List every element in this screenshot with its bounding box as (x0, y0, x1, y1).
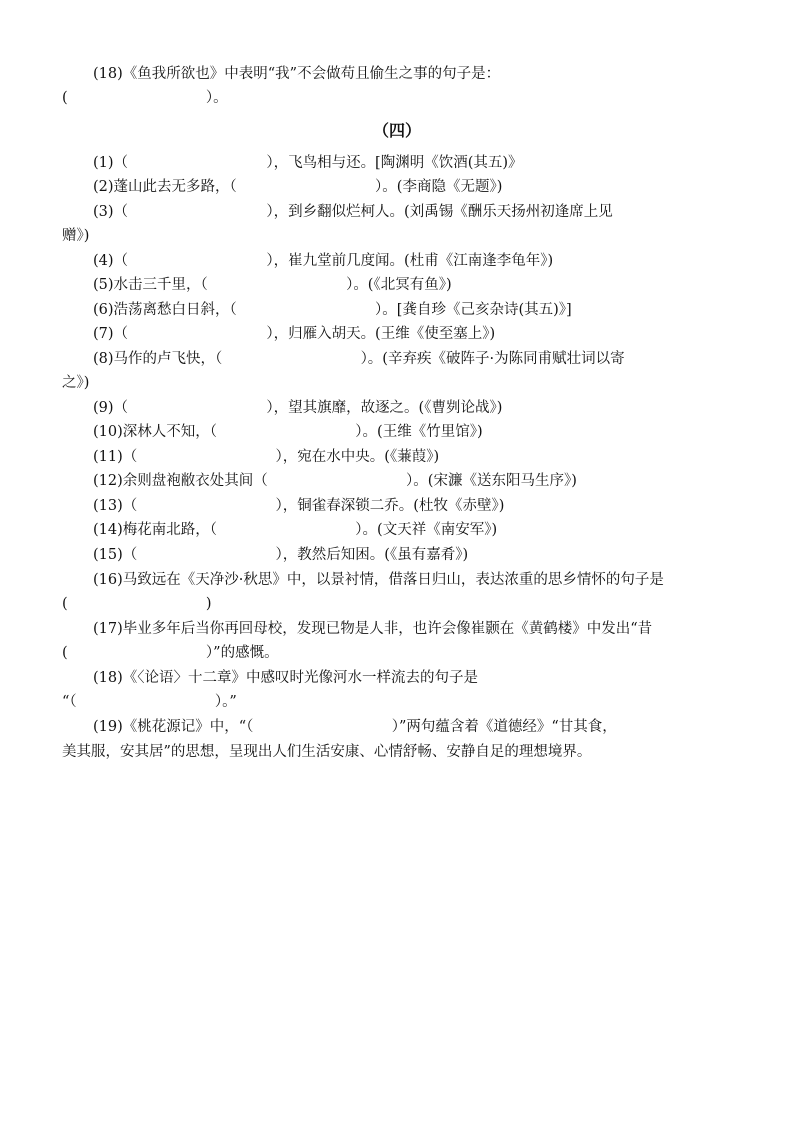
question-line: (8)马作的卢飞快，（ ）。(辛弃疾《破阵子·为陈同甫赋壮词以寄 (93, 351, 625, 367)
question-line: (12)余则盘袍敝衣处其间（ ）。(宋濂《送东阳马生序》) (93, 473, 577, 489)
question-line: ( ) (62, 596, 212, 612)
question-line: (2)蓬山此去无多路，（ ）。(李商隐《无题》) (93, 179, 503, 195)
question-line: (13)（ ），铜雀春深锁二乔。(杜牧《赤壁》) (93, 498, 505, 514)
question-line: (6)浩荡离愁白日斜，（ ）。[龚自珍《己亥杂诗(其五)》] (93, 302, 572, 318)
intro-q18-line2: ( ）。 (62, 90, 228, 106)
question-line: 赠》) (62, 228, 90, 244)
question-line: (5)水击三千里，（ ）。(《北冥有鱼》) (93, 277, 452, 293)
question-line: (3)（ ），到乡翻似烂柯人。(刘禹锡《酬乐天扬州初逢席上见 (93, 204, 613, 220)
question-line: (16)马致远在《天净沙·秋思》中，以景衬情，借落日归山，表达浓重的思乡情怀的句子是 (93, 572, 664, 588)
question-line: 之》) (62, 375, 90, 391)
intro-q18-line1: (18)《鱼我所欲也》中表明“我”不会做苟且偷生之事的句子是： (93, 66, 501, 82)
question-line: (7)（ ），归雁入胡天。(王维《使至塞上》) (93, 326, 496, 342)
question-line: (14)梅花南北路，（ ）。(文天祥《南安军》) (93, 522, 498, 538)
question-line: (15)（ ），教然后知困。(《虽有嘉肴》) (93, 547, 469, 563)
question-line: (1)（ ），飞鸟相与还。[陶渊明《饮酒(其五)》 (93, 155, 523, 171)
question-line: (17)毕业多年后当你再回母校，发现已物是人非，也许会像崔颢在《黄鹤楼》中发出“昔 (93, 621, 653, 637)
section-title: （四） (372, 121, 421, 140)
question-line: (19)《桃花源记》中，“（ ）”两句蕴含着《道德经》“甘其食， (93, 719, 617, 735)
question-line: (10)深林人不知，（ ）。(王维《竹里馆》) (93, 424, 483, 440)
question-line: (18)《〈论语〉十二章》中感叹时光像河水一样流去的句子是 (93, 670, 479, 686)
question-line: (4)（ ），崔九堂前几度闻。(杜甫《江南逢李龟年》) (93, 253, 554, 269)
question-line: “（ ）。” (62, 694, 237, 710)
question-line: (11)（ ），宛在水中央。(《蒹葭》) (93, 449, 440, 465)
question-line: 美其服，安其居”的思想，呈现出人们生活安康、心情舒畅、安静自足的理想境界。 (62, 744, 592, 760)
question-line: ( ）”的感慨。 (62, 645, 279, 661)
question-line: (9)（ ），望其旗靡，故逐之。(《曹刿论战》) (93, 400, 503, 416)
